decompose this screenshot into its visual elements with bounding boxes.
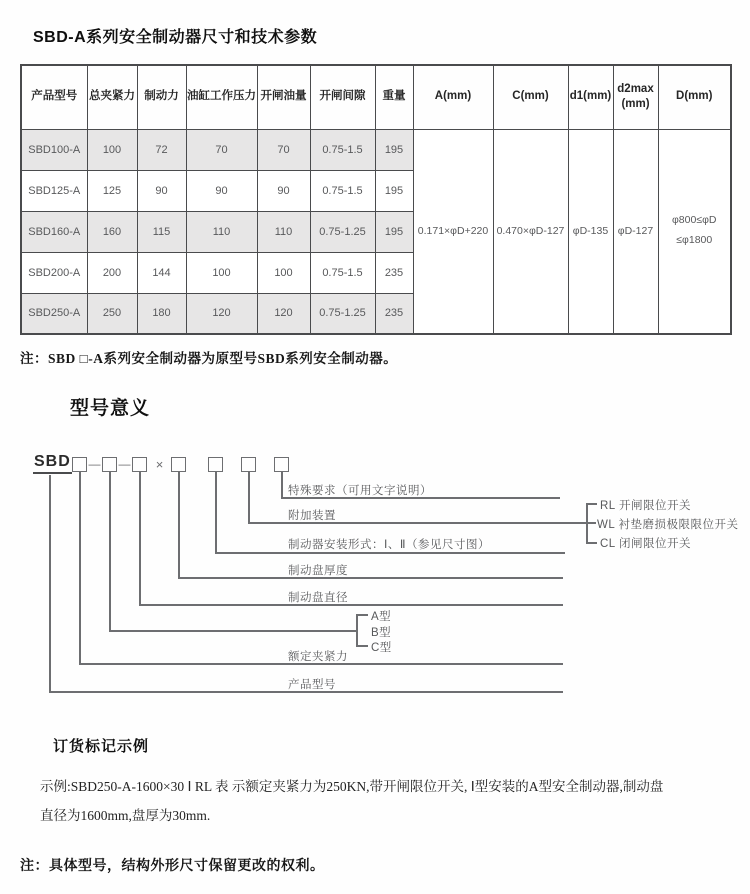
dash-separator: — — [88, 457, 101, 471]
header-row — [21, 65, 731, 129]
cell-value: 200 — [87, 252, 137, 293]
cell-value: 195 — [375, 129, 413, 170]
col-header-a: A(mm) — [413, 65, 493, 129]
col-header-brake-force: 制动力 — [137, 65, 186, 129]
cell-value: 195 — [375, 170, 413, 211]
bottom-note: 注：具体型号，结构外形尺寸保留更改的权利。 — [20, 859, 325, 874]
cell-value: 160 — [87, 211, 137, 252]
option-cl-switch: CL 闭闸限位开关 — [600, 538, 691, 550]
cell-value: 70 — [186, 129, 257, 170]
cell-value: 110 — [257, 211, 310, 252]
cell-value: 70 — [257, 129, 310, 170]
code-box-diameter — [132, 457, 147, 472]
table-note: 注：SBD □-A系列安全制动器为原型号SBD系列安全制动器。 — [20, 351, 398, 366]
cell-model: SBD200-A — [21, 252, 87, 293]
d-range-line1: φ800≤φD — [672, 214, 717, 227]
cell-formula-a: 0.171×φD+220 — [413, 129, 493, 334]
spec-table — [20, 64, 732, 335]
dash-separator: — — [118, 457, 131, 471]
code-box-clamp — [72, 457, 87, 472]
order-example-line1: 示例:SBD250-A-1600×30 Ⅰ RL 表 示额定夹紧力为250KN,带开闸限位开关, Ⅰ型安装的A型安全制动器,制动盘 — [40, 779, 664, 794]
connector-line — [178, 471, 180, 578]
order-example-line2: 直径为1600mm,盘厚为30mm. — [40, 808, 211, 823]
cell-value: 250 — [87, 293, 137, 334]
cell-formula-d1: φD-135 — [568, 129, 613, 334]
cell-model: SBD100-A — [21, 129, 87, 170]
cell-value: 0.75-1.5 — [310, 252, 375, 293]
cell-value: 72 — [137, 129, 186, 170]
connector-line — [139, 471, 141, 605]
cell-value: 120 — [257, 293, 310, 334]
cell-value: 100 — [257, 252, 310, 293]
cell-value: 125 — [87, 170, 137, 211]
table-row — [21, 129, 731, 170]
cell-model: SBD160-A — [21, 211, 87, 252]
cell-value: 0.75-1.25 — [310, 293, 375, 334]
cell-value: 100 — [186, 252, 257, 293]
connector-line — [178, 577, 563, 579]
cell-value: 90 — [137, 170, 186, 211]
cell-value: 100 — [87, 129, 137, 170]
cell-value: 195 — [375, 211, 413, 252]
cell-value: 90 — [257, 170, 310, 211]
brace-line — [586, 503, 588, 543]
brace-line — [586, 503, 597, 505]
connector-line — [281, 471, 283, 498]
label-mounting-form: 制动器安装形式：Ⅰ、Ⅱ（参见尺寸图） — [288, 539, 491, 551]
order-example-text — [40, 772, 730, 830]
cell-value: 235 — [375, 252, 413, 293]
col-header-total-clamp: 总夹紧力 — [87, 65, 137, 129]
cell-value: 120 — [186, 293, 257, 334]
col-header-d2max: d2max (mm) — [613, 65, 658, 129]
cell-value: 180 — [137, 293, 186, 334]
label-product-model: 产品型号 — [288, 679, 336, 691]
page-title: SBD-A系列安全制动器尺寸和技术参数 — [33, 29, 318, 46]
code-box-special — [274, 457, 289, 472]
cell-value: 115 — [137, 211, 186, 252]
option-rl-switch: RL 开闸限位开关 — [600, 500, 691, 512]
col-header-d1: d1(mm) — [568, 65, 613, 129]
model-meaning-heading: 型号意义 — [70, 398, 151, 419]
model-prefix: SBD — [33, 453, 72, 474]
code-box-thickness — [171, 457, 186, 472]
brace-line — [356, 614, 368, 616]
order-example-heading: 订货标记示例 — [53, 738, 150, 755]
cell-value: 0.75-1.25 — [310, 211, 375, 252]
cell-formula-d2max: φD-127 — [613, 129, 658, 334]
connector-line — [139, 604, 563, 606]
connector-line — [109, 630, 357, 632]
connector-line — [215, 552, 565, 554]
cell-value: 0.75-1.5 — [310, 129, 375, 170]
cell-model: SBD250-A — [21, 293, 87, 334]
cell-value: 144 — [137, 252, 186, 293]
d-range-line2: ≤φ1800 — [676, 234, 713, 247]
cell-value: 90 — [186, 170, 257, 211]
label-disc-diameter: 制动盘直径 — [288, 592, 348, 604]
cell-formula-d-range — [658, 129, 731, 334]
cell-value: 110 — [186, 211, 257, 252]
code-box-type — [102, 457, 117, 472]
option-type-b: B型 — [371, 627, 392, 639]
col-header-weight: 重量 — [375, 65, 413, 129]
code-box-mounting — [208, 457, 223, 472]
connector-line — [248, 471, 250, 523]
brace-line — [356, 645, 368, 647]
connector-line — [215, 471, 217, 553]
cell-formula-c: 0.470×φD-127 — [493, 129, 568, 334]
cell-model: SBD125-A — [21, 170, 87, 211]
col-header-c: C(mm) — [493, 65, 568, 129]
brace-line — [586, 542, 597, 544]
col-header-model: 产品型号 — [21, 65, 87, 129]
times-separator: × — [155, 457, 164, 472]
col-header-d: D(mm) — [658, 65, 731, 129]
connector-line — [79, 471, 81, 664]
brace-line — [356, 614, 358, 647]
col-header-oil-volume: 开闸油量 — [257, 65, 310, 129]
connector-line — [109, 471, 111, 631]
option-wl-switch: WL 衬垫磨损极限限位开关 — [597, 519, 739, 531]
col-header-opening-gap: 开闸间隙 — [310, 65, 375, 129]
option-type-a: A型 — [371, 611, 392, 623]
code-box-attachment — [241, 457, 256, 472]
option-type-c: C型 — [371, 642, 392, 654]
cell-value: 0.75-1.5 — [310, 170, 375, 211]
col-header-cylinder-pressure: 油缸工作压力 — [186, 65, 257, 129]
label-rated-clamping-force: 额定夹紧力 — [288, 651, 348, 663]
label-attachment: 附加装置 — [288, 510, 336, 522]
connector-line — [49, 475, 51, 692]
label-special-requirements: 特殊要求（可用文字说明） — [288, 485, 432, 497]
cell-value: 235 — [375, 293, 413, 334]
label-disc-thickness: 制动盘厚度 — [288, 565, 348, 577]
